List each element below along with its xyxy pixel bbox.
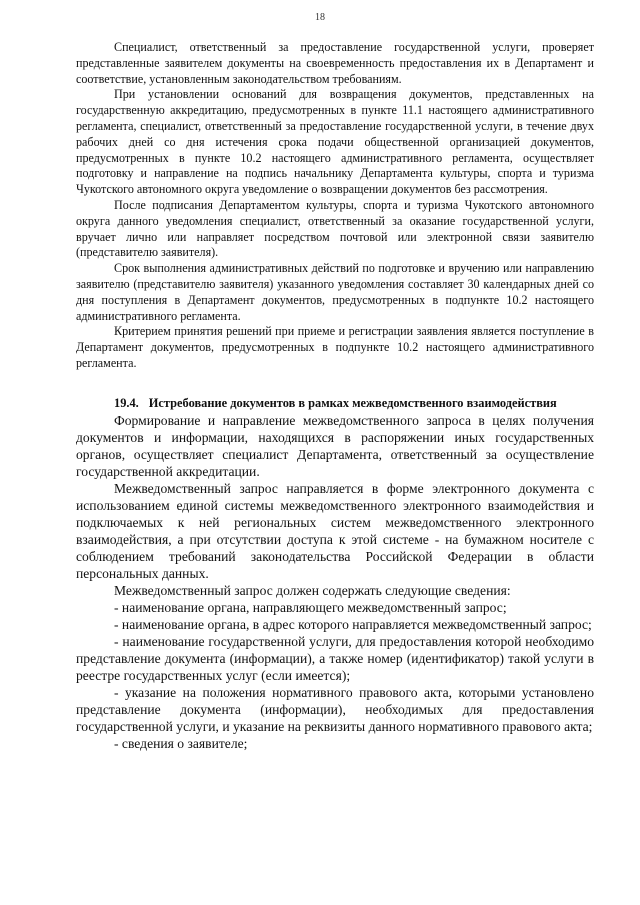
- section-number: 19.4.: [114, 395, 139, 410]
- paragraph: Межведомственный запрос должен содержать следующие сведения:: [114, 582, 511, 598]
- list-item: - сведения о заявителе;: [114, 735, 248, 751]
- paragraph: Формирование и направление межведомственного запроса в целях получения документов и информации, находящихся в распоряжении иных государственных органов, осуществляет специалист Департамента, ответственный за осуществление государственной аккредитации.: [76, 412, 594, 479]
- paragraph: После подписания Департаментом культуры, спорта и туризма Чукотского автономного округа данного уведомления специалист, ответственный за оказание государственной услуги, вручает лично или направляет посредством почтовой или электронной связи заявителю (представителю заявителя).: [76, 197, 594, 260]
- list-item: - указание на положения нормативного правового акта, которыми установлено представление документа (информации), необходимых для предоставления государственной услуги, и указание на реквизиты данного нормативного правового акта;: [76, 684, 594, 734]
- paragraph: Критерием принятия решений при приеме и регистрации заявления является поступление в Департамент документов, предусмотренных в подпункте 10.2 настоящего административного регламента.: [76, 324, 594, 370]
- top-paragraphs: [76, 40, 594, 372]
- paragraph: Срок выполнения административных действий по подготовке и вручению или направлению заявителю (представителю заявителя) указанного уведомления составляет 30 календарных дней со дня поступления в Департамент документов, предусмотренных в подпункте 10.2 настоящего административного регламента.: [76, 261, 594, 323]
- list-item: - наименование органа, в адрес которого направляется межведомственный запрос;: [114, 616, 592, 632]
- list-item: - наименование органа, направляющего межведомственный запрос;: [114, 599, 507, 615]
- section-heading: [76, 396, 594, 412]
- list-item: - наименование государственной услуги, для предоставления которой необходимо представление документа (информации), а также номер (идентификатор) такой услуги в реестре государственных услуг (если имеется);: [76, 633, 594, 683]
- paragraph: Специалист, ответственный за предоставление государственной услуги, проверяет представленные заявителем документы на своевременность предоставления их в Департамент и соответствие, установленным законодательством требованиям.: [76, 40, 594, 86]
- section-body: [76, 412, 594, 752]
- paragraph: При установлении оснований для возвращения документов, представленных на государственную аккредитацию, предусмотренных в пункте 11.1 настоящего административного регламента, специалист, ответственный за предоставление государственной услуги, в течение двух рабочих дней со дня истечения срока подачи общественной организацией документов, предусмотренных в пункте 10.2 настоящего административного регламента, осуществляет подготовку и направление на подпись начальнику Департамента культуры, спорта и туризма Чукотского автономного округа уведомление о возвращении документов без рассмотрения.: [76, 87, 594, 197]
- page-content: [76, 40, 594, 752]
- page-number: 18: [315, 12, 325, 23]
- paragraph: Межведомственный запрос направляется в форме электронного документа с использованием единой системы межведомственного электронного взаимодействия и подключаемых к ней региональных систем межведомственного электронного взаимодействия, а при отсутствии доступа к этой системе - на бумажном носителе с соблюдением требований законодательства Российской Федерации в области персональных данных.: [76, 480, 594, 581]
- section-title: Истребование документов в рамках межведомственного взаимодействия: [148, 395, 557, 410]
